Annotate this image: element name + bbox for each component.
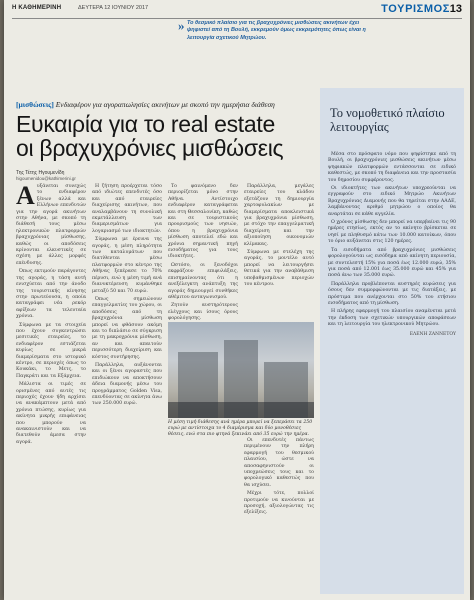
paragraph: Όπως σημειώνουν επαγγελματίες του χώρου, οι αποδόσεις από τη βραχυχρόνια μίσθωση μπορεί να φθάσουν ακόμη και το διπλάσιο σε σύγκριση με τη μακροχρόνια μίσθωση, αν και απαιτούν περισσότερη διαχείριση και κόστος συντήρησης.	[92, 296, 162, 360]
article-column-1	[16, 181, 86, 594]
sidebar-box	[320, 88, 464, 594]
author-name: Της Τέτης Ηγουμενίδη	[16, 170, 65, 176]
paragraph: Σύμφωνα με τα στοιχεία που έχουν συγκεντρώσει μεσιτικές εταιρείες, το ενδιαφέρον εστιάζεται κυρίως σε μικρά διαμερίσματα στο ιστορικό κέντρο, σε περιοχές όπως το Κουκάκι, το Μετς, το Παγκράτι και τα Εξάρχεια.	[16, 322, 86, 379]
paragraph: Το φαινόμενο δεν περιορίζεται μόνο στην Αθήνα. Αντίστοιχο ενδιαφέρον καταγράφεται και στη Θεσσαλονίκη, καθώς και σε τουριστικούς προορισμούς των νησιών, όπου η βραχυχρόνια μίσθωση αποτελεί εδώ και χρόνια σημαντική πηγή εισοδήματος για τους ιδιοκτήτες.	[168, 184, 238, 260]
pull-quote-text: Το θεσμικό πλαίσιο για τις βραχυχρόνιες μισθώσεις ακινήτων έχει ψηφιστεί από τη Βουλή, εκκρεμούν όμως εκκρεμότητες όπως είναι η λειτουργία σχετικού Μητρώου.	[187, 20, 366, 41]
article-column-2	[92, 184, 162, 594]
paragraph: Μάλιστα οι τιμές σε ορισμένες από αυτές τις περιοχές έχουν ήδη αρχίσει να ανακάμπτουν μετά από χρόνια πτώσης, κυρίως για ακίνητα μικρής επιφάνειας που μπορούν να ανακαινιστούν και να διατεθούν άμεσα στην αγορά.	[16, 382, 86, 445]
paragraph: Παράλληλα, μεγάλες εταιρείες του κλάδου εξετάζουν τη δημιουργία χαρτοφυλακίων με διαμερίσματα αποκλειστικά για βραχυχρόνια μίσθωση, με στόχο την επαγγελματική διαχείριση και την αξιοποίηση οικονομιών κλίμακας.	[244, 184, 314, 247]
sidebar-paragraph: Παράλληλα προβλέπονται αυστηρές κυρώσεις για όσους δεν συμμορφώνονται με τις διατάξεις, με πρόστιμα που ανέρχονται στο 50% του ετήσιου εισοδήματος από τη μίσθωση.	[328, 281, 456, 306]
sidebar-paragraph: Η πλήρης εφαρμογή του πλαισίου αναμένεται μετά την έκδοση των σχετικών υπουργικών αποφάσεων και τη λειτουργία του ηλεκτρονικού Μητρώου.	[328, 309, 456, 328]
sidebar-paragraph: Μέσα στο πρόσφατο νόμο που ψηφίστηκε από τη Βουλή, οι βραχυχρόνιες μισθώσεις ακινήτων μέσω ψηφιακών πλατφορμών εντάσσονται σε ειδικό καθεστώς, με σκοπό τη διαφάνεια και την προστασία του δημοσίου συμφέροντος.	[328, 152, 456, 183]
paragraph: Όπως εκτιμούν παράγοντες της αγοράς, η τάση αυτή ενισχύεται από την άνοδο της τουριστικής κίνησης στην πρωτεύουσα, η οποία καταγράφει νέα ρεκόρ αφίξεων τα τελευταία χρόνια.	[16, 269, 86, 320]
paragraph: Ζητούν αυστηρότερους ελέγχους και ίσους όρους φορολόγησης.	[168, 303, 238, 322]
article-column-5	[244, 438, 314, 594]
drop-cap: Α	[16, 181, 35, 210]
issue-date: ΔΕΥΤΕΡΑ 12 ΙΟΥΝΙΟΥ 2017	[78, 5, 149, 11]
paragraph: Παράλληλα, αυξάνονται και οι ξένοι αγοραστές που επιδιώκουν να αποκτήσουν άδεια διαμονής μέσω του προγράμματος Golden Visa, επενδύοντας σε ακίνητα άνω των 250.000 ευρώ.	[92, 362, 162, 407]
headline-line-1: Ευκαιρία για το real estate	[16, 111, 275, 137]
article-headline	[16, 112, 316, 160]
publication-name: Η ΚΑΘΗΜΕΡΙΝΗ	[12, 5, 62, 11]
header-rule	[12, 18, 462, 19]
article-column-4	[244, 184, 314, 434]
headline-line-2: οι βραχυχρόνιες μισθώσεις	[16, 135, 284, 161]
quote-mark-icon: »	[178, 18, 185, 33]
paragraph: Σύμφωνα με στελέχη της αγοράς, το μοντέλο αυτό μπορεί να λειτουργήσει θετικά για την αναβάθμιση υποβαθμισμένων περιοχών του κέντρου.	[244, 250, 314, 288]
sidebar-author: ΕΛΕΝΗ ΖΑΝΝΕΤΟΥ	[409, 331, 456, 337]
article-column-3	[168, 184, 238, 322]
pull-quote	[178, 18, 367, 42]
sidebar-paragraph: Ο χρόνος μίσθωσης δεν μπορεί να υπερβαίνει τις 90 ημέρες ετησίως, εκτός αν το ακίνητο βρίσκεται σε νησί με πληθυσμό κάτω των 10.000 κατοίκων, όπου το όριο αυξάνεται στις 120 ημέρες.	[328, 220, 456, 245]
newspaper-page	[4, 0, 470, 600]
sidebar-paragraph: Τα εισοδήματα από βραχυχρόνιες μισθώσεις φορολογούνται ως εισόδημα από ακίνητη περιουσία, με συντελεστή 15% για ποσά έως 12.000 ευρώ, 35% για ποσά από 12.001 έως 35.000 ευρώ και 45% για ποσά άνω των 35.000 ευρώ.	[328, 247, 456, 279]
sidebar-body	[328, 152, 456, 588]
paragraph: Σύμφωνα με έρευνα της αγοράς, η μέση πληρότητα των καταλυμάτων που διατίθενται μέσω πλατφορμών στο κέντρο της Αθήνας ξεπέρασε το 70% πέρυσι, ενώ η μέση τιμή ανά διανυκτέρευση κυμάνθηκε μεταξύ 50 και 70 ευρώ.	[92, 237, 162, 294]
paragraph: υξάνεται συνεχώς το ενδιαφέρον ξένων αλλά και Ελλήνων επενδυτών για την αγορά ακινήτων στην Αθήνα, με σκοπό τη διάθεσή τους μέσω ηλεκτρονικών πλατφορμών βραχυχρόνιας μίσθωσης, καθώς οι αποδόσεις κρίνονται ελκυστικές σε σχέση με άλλες μορφές επένδυσης.	[16, 184, 86, 266]
paragraph: Η ζήτηση προέρχεται τόσο από ιδιώτες επενδυτές όσο και από εταιρείες διαχείρισης ακινήτων, που αναλαμβάνουν τη συνολική εκμετάλλευση των διαμερισμάτων για λογαριασμό των ιδιοκτητών.	[92, 184, 162, 234]
kicker-tag: [μισθώσεις]	[16, 100, 54, 109]
paragraph: Οι επενδυτές πάντως περιμένουν την πλήρη εφαρμογή του θεσμικού πλαισίου, ώστε να αποσαφηνιστούν οι υποχρεώσεις τους και το φορολογικό καθεστώς που θα ισχύσει.	[244, 438, 314, 488]
page-number: 13	[449, 3, 462, 15]
author-email: higoumenidou@kathimerini.gr	[16, 176, 76, 181]
paragraph: Ωστόσο, οι ξενοδόχοι εκφράζουν επιφυλάξεις, επισημαίνοντας ότι η ανεξέλεγκτη ανάπτυξη της αγοράς δημιουργεί συνθήκες αθέμιτου ανταγωνισμού.	[168, 262, 238, 300]
photo-caption: Η μέση τιμή διάθεσης ανά ημέρα μπορεί να ξεπεράσει τα 250 ευρώ με αντίστοιχα το 4 διαμέρισμα και δύο μονοθέσιες θέσεις, ενώ στα πιο φτηνά ξεκινάει από 35 ευρώ την ημέρα.	[168, 420, 313, 437]
masthead	[12, 3, 462, 17]
sidebar-paragraph: Οι ιδιοκτήτες των ακινήτων υποχρεούνται να εγγραφούν στο ειδικό Μητρώο Ακινήτων Βραχυχρόνιας Διαμονής που θα τηρείται στην ΑΑΔΕ, λαμβάνοντας αριθμό μητρώου ο οποίος θα αναρτάται σε κάθε αγγελία.	[328, 186, 456, 217]
byline	[16, 170, 76, 181]
kicker-text: Ενδιαφέρον για αγοραπωλησίες ακινήτων με σκοπό την ημερήσια διάθεση	[55, 100, 275, 109]
section-title: ΤΟΥΡΙΣΜΟΣ	[381, 3, 450, 15]
article-kicker	[16, 100, 275, 109]
paragraph: Μέχρι τότε, πολλοί προτιμούν να κινούνται με προσοχή, αξιολογώντας τις εξελίξεις.	[244, 491, 314, 516]
sidebar-title: Το νομοθετικό πλαίσιο λειτουργίας	[330, 106, 445, 134]
